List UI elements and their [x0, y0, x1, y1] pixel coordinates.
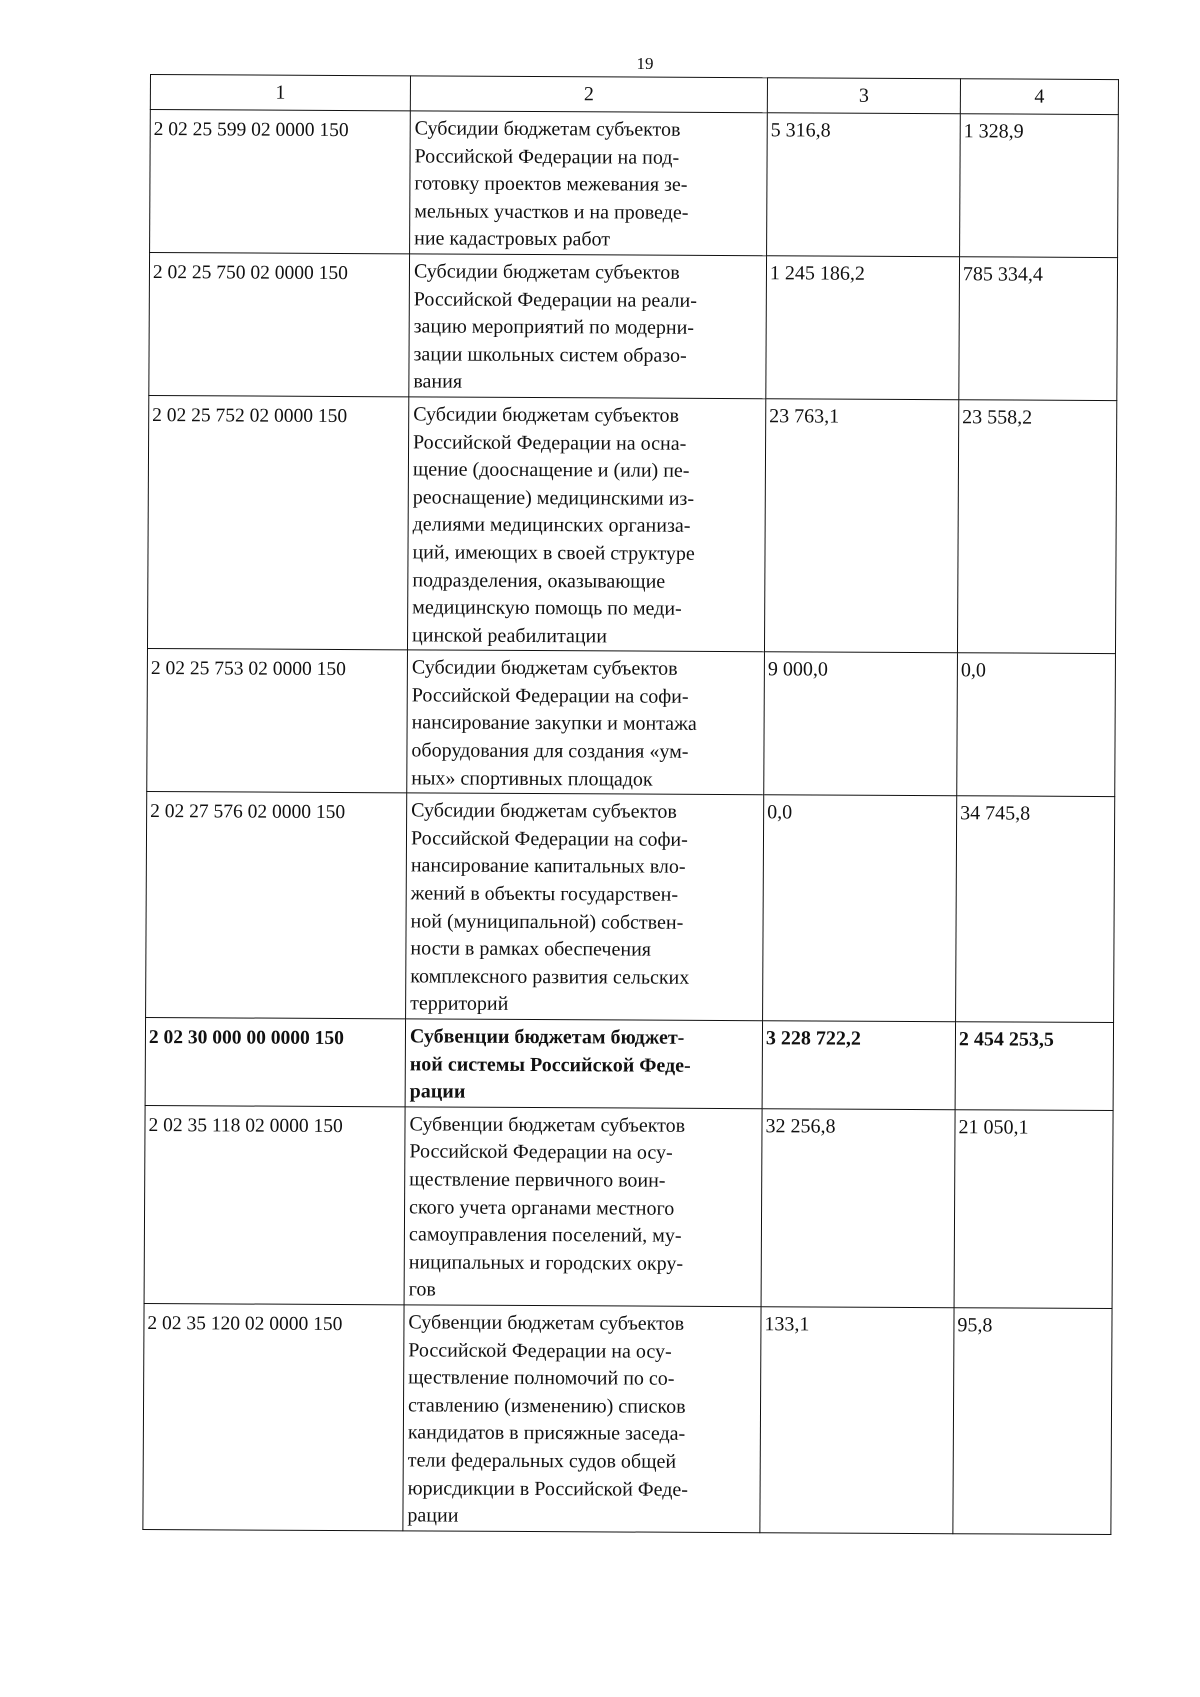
value-col-4-cell: 34 745,8 — [956, 796, 1115, 1023]
description-line: Российской Федерации на осна- — [413, 430, 687, 455]
description-line: ставлению (изменению) списков — [407, 1394, 686, 1418]
description-line: Российской Федерации на под- — [414, 144, 680, 169]
table-row — [147, 395, 1116, 653]
description-line: ществление первичного воин- — [409, 1168, 666, 1192]
description-line: Субсидии бюджетам субъектов — [411, 656, 678, 681]
description-line: территорий — [410, 992, 509, 1016]
budget-code-cell: 2 02 25 752 02 0000 150 — [147, 395, 408, 650]
value-col-3-cell: 9 000,0 — [764, 652, 958, 796]
description-line: зации школьных систем образо- — [413, 343, 687, 367]
description-line: Российской Федерации на осу- — [408, 1338, 672, 1363]
value-col-4-cell: 2 454 253,5 — [955, 1022, 1113, 1111]
value-col-3-cell: 3 228 722,2 — [762, 1021, 955, 1110]
description-line: нансирование капитальных вло- — [410, 854, 686, 879]
description-line: Российской Федерации на реали- — [413, 287, 698, 312]
table-row — [149, 252, 1118, 400]
value-col-3-cell: 133,1 — [760, 1307, 954, 1534]
table-header — [150, 75, 1118, 115]
description-line: оборудования для создания «ум- — [411, 739, 689, 763]
description-line: Субвенции бюджетам бюджет- — [409, 1025, 685, 1049]
value-col-4-cell: 21 050,1 — [954, 1110, 1113, 1309]
description-line: самоуправления поселений, му- — [408, 1223, 682, 1247]
description-line: ществление полномочий по со- — [408, 1366, 675, 1390]
value-col-4-cell: 0,0 — [957, 653, 1116, 797]
description-line: тели федеральных судов общей — [407, 1449, 677, 1473]
description-line: Субсидии бюджетам субъектов — [414, 117, 681, 141]
description-line: ности в рамках обеспечения — [410, 937, 652, 961]
description-line: юрисдикции в Российской Феде- — [407, 1476, 689, 1501]
description-line: рации — [407, 1504, 459, 1527]
description-line: Субсидии бюджетам субъектов — [411, 799, 677, 824]
description-line: Российской Федерации на софи- — [411, 684, 689, 708]
table-row — [146, 792, 1115, 1023]
description-cell — [410, 111, 768, 256]
description-line: Субвенции бюджетам субъектов — [409, 1113, 686, 1137]
budget-code-cell: 2 02 25 599 02 0000 150 — [150, 110, 411, 254]
description-cell — [403, 1305, 761, 1533]
budget-code-cell: 2 02 27 576 02 0000 150 — [146, 792, 407, 1019]
table-row — [150, 110, 1119, 258]
description-cell — [409, 254, 767, 399]
description-line: Субсидии бюджетам субъектов — [413, 403, 680, 427]
table-row — [147, 649, 1116, 797]
description-line: ных» спортивных площадок — [411, 767, 653, 791]
description-line: Российской Федерации на осу- — [409, 1140, 673, 1165]
description-line: реоснащение) медицинскими из- — [412, 486, 695, 510]
value-col-3-cell: 0,0 — [763, 795, 957, 1022]
description-cell — [407, 650, 765, 795]
description-line: ние кадастровых работ — [414, 227, 611, 251]
description-line: жений в объекты государствен- — [410, 882, 679, 906]
description-line: ниципальных и городских окру- — [408, 1251, 684, 1275]
page-number: 19 — [636, 54, 654, 73]
budget-code-cell: 2 02 35 120 02 0000 150 — [143, 1303, 404, 1530]
header-col-1: 1 — [150, 75, 410, 111]
value-col-4-cell: 1 328,9 — [960, 114, 1119, 258]
description-line: щение (дооснащение и (или) пе- — [412, 458, 690, 482]
table-row — [143, 1303, 1112, 1534]
value-col-4-cell: 95,8 — [953, 1308, 1112, 1535]
budget-code-cell: 2 02 30 000 00 0000 150 — [145, 1017, 405, 1106]
description-line: Субсидии бюджетам субъектов — [413, 260, 680, 284]
value-col-3-cell: 1 245 186,2 — [766, 256, 960, 400]
description-line: кандидатов в присяжные заседа- — [407, 1421, 686, 1446]
header-row — [150, 75, 1118, 115]
description-line: готовку проектов межевания зе- — [414, 172, 688, 197]
description-line: Российской Федерации на софи- — [410, 827, 688, 851]
budget-code-cell: 2 02 35 118 02 0000 150 — [144, 1105, 405, 1305]
description-line: комплексного развития сельских — [410, 965, 690, 989]
description-line: вания — [413, 370, 463, 393]
description-line: медицинскую помощь по меди- — [412, 596, 682, 620]
description-line: ского учета органами местного — [409, 1195, 675, 1220]
description-line: ной (муниципальной) собствен- — [410, 910, 684, 934]
table-row — [144, 1105, 1113, 1308]
header-col-4: 4 — [960, 79, 1118, 115]
header-col-3: 3 — [767, 78, 960, 114]
description-line: нансирование закупки и монтажа — [411, 711, 697, 736]
value-col-3-cell: 32 256,8 — [761, 1109, 955, 1308]
description-line: гов — [408, 1278, 436, 1301]
budget-code-cell: 2 02 25 750 02 0000 150 — [149, 252, 410, 396]
value-col-4-cell: 785 334,4 — [959, 257, 1118, 401]
description-line: рации — [409, 1080, 466, 1103]
value-col-3-cell: 23 763,1 — [764, 399, 958, 653]
description-line: мельных участков и на проведе- — [414, 200, 689, 224]
value-col-4-cell: 23 558,2 — [957, 400, 1116, 654]
description-line: ций, имеющих в своей структуре — [412, 541, 695, 565]
description-cell — [407, 397, 765, 652]
description-line: подразделения, оказывающие — [412, 568, 666, 593]
description-line: цинской реабилитации — [412, 624, 608, 648]
description-cell — [405, 1019, 762, 1109]
description-cell — [404, 1107, 762, 1307]
value-col-3-cell: 5 316,8 — [767, 113, 961, 257]
description-line: Субвенции бюджетам субъектов — [408, 1311, 685, 1335]
description-line: делиями медицинских организа- — [412, 513, 691, 538]
table-row — [145, 1017, 1113, 1110]
table-body — [143, 110, 1118, 1535]
description-line: ной системы Российской Феде- — [409, 1052, 691, 1077]
description-line: зацию мероприятий по модерни- — [413, 315, 695, 340]
budget-code-cell: 2 02 25 753 02 0000 150 — [147, 649, 408, 793]
description-cell — [406, 793, 764, 1021]
budget-table — [142, 74, 1119, 1535]
header-col-2: 2 — [410, 76, 767, 113]
